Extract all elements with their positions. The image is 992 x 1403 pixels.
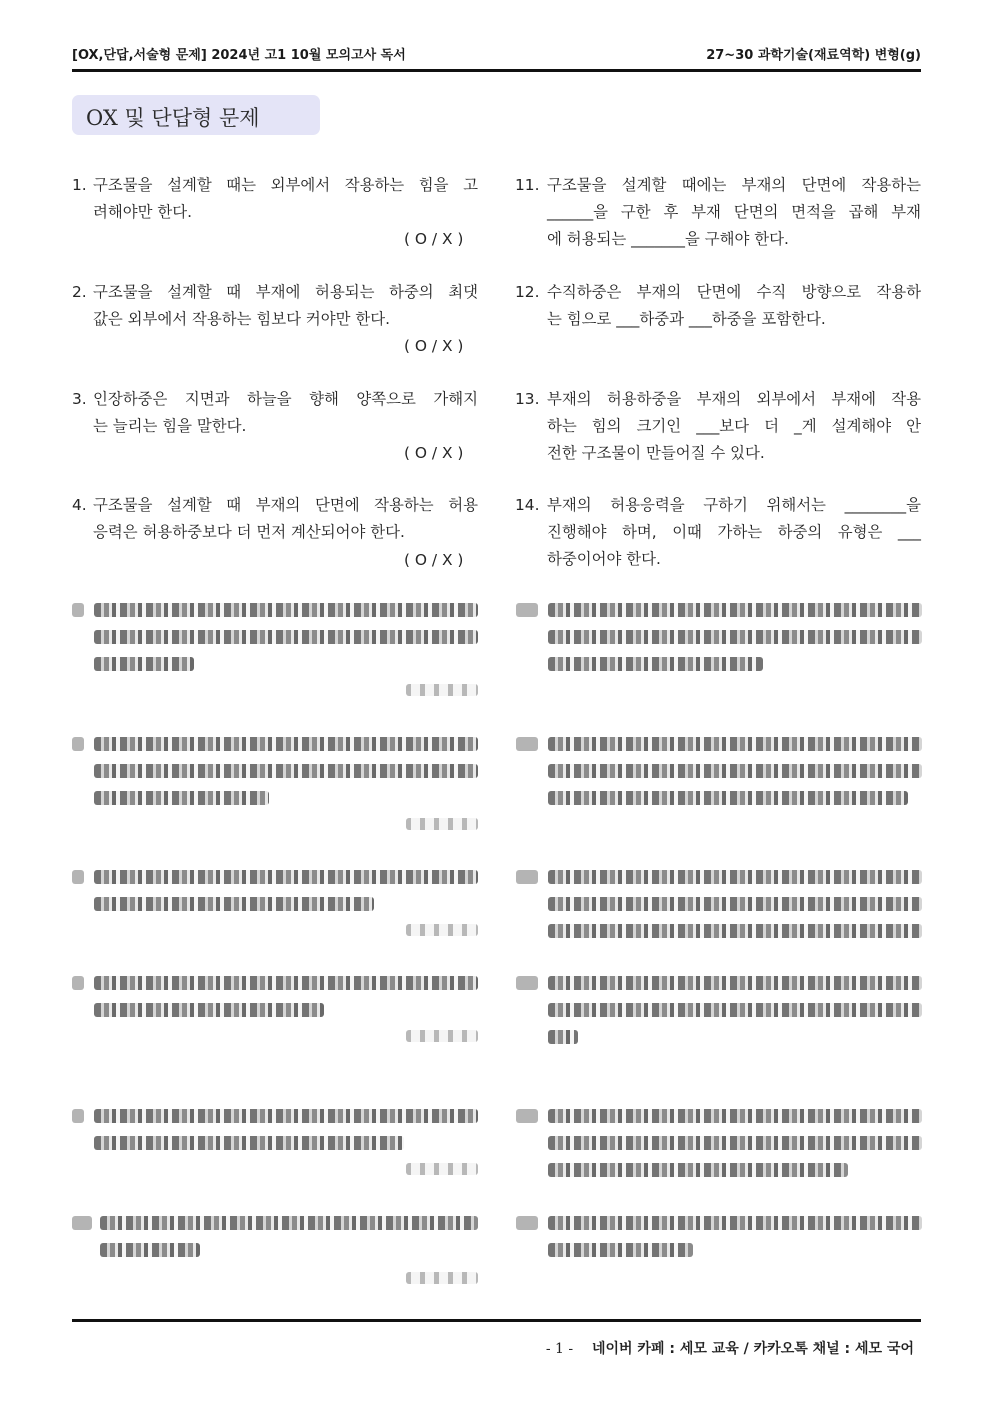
question-text: 전한 구조물이 만들어질 수 있다. — [547, 444, 765, 462]
question-text: 값은 외부에서 작용하는 힘보다 커야만 한다. — [93, 310, 390, 328]
header-title: [OX,단답,서술형 문제] 2024년 고1 10월 모의고사 독서 — [72, 48, 406, 63]
question-3 — [72, 386, 478, 440]
question-text: 진행해야 하며, 이때 가하는 하중의 유형은 ___ — [547, 523, 921, 541]
question-text: 부재의 허용응력을 구하기 위해서는 ________을 — [547, 496, 921, 514]
question-text: 는 늘리는 힘을 말한다. — [93, 417, 247, 435]
page-header — [72, 44, 921, 64]
question-text: 구조물을 설계할 때는 외부에서 작용하는 힘을 고 — [93, 176, 478, 194]
question-number: 13. — [515, 390, 540, 408]
header-subtitle: 27~30 과학기술(재료역학) 변형(g) — [706, 48, 921, 63]
question-text: 에 허용되는 _______을 구해야 한다. — [547, 230, 789, 248]
question-text: 응력은 허용하중보다 더 먼저 계산되어야 한다. — [93, 523, 405, 541]
question-text: 하는 힘의 크기인 ___보다 더 _게 설계해야 안 — [547, 417, 921, 435]
question-13 — [515, 386, 921, 467]
question-text: 구조물을 설계할 때에는 부재의 단면에 작용하는 — [547, 176, 921, 194]
question-text: 인장하중은 지면과 하늘을 향해 양쪽으로 가해지 — [93, 390, 478, 408]
section-title: OX 및 단답형 문제 — [86, 106, 260, 130]
question-text: 구조물을 설계할 때 부재에 허용되는 하중의 최댓 — [93, 283, 478, 301]
question-number: 12. — [515, 283, 540, 301]
page-footer — [546, 1338, 914, 1358]
question-1 — [72, 172, 478, 226]
question-text: 려해야만 한다. — [93, 203, 192, 221]
question-number: 4. — [72, 496, 87, 514]
question-12 — [515, 279, 921, 333]
page-number: - 1 - — [545, 1341, 574, 1357]
question-4 — [72, 492, 478, 546]
question-text: ______을 구한 후 부재 단면의 면적을 곱해 부재 — [547, 203, 921, 221]
question-number: 14. — [515, 496, 540, 514]
question-number: 3. — [72, 390, 87, 408]
ox-choice[interactable]: ( O / X ) — [404, 551, 464, 569]
ox-choice[interactable]: ( O / X ) — [404, 444, 464, 462]
question-text: 수직하중은 부재의 단면에 수직 방향으로 작용하 — [547, 283, 921, 301]
section-heading-box — [72, 95, 320, 135]
header-rule — [72, 69, 921, 72]
question-number: 2. — [72, 283, 87, 301]
question-text: 는 힘으로 ___하중과 ___하중을 포함한다. — [547, 310, 826, 328]
ox-choice[interactable]: ( O / X ) — [404, 337, 464, 355]
question-text: 부재의 허용하중을 부재의 외부에서 부재에 작용 — [547, 390, 921, 408]
question-2 — [72, 279, 478, 333]
question-11 — [515, 172, 921, 253]
ox-choice[interactable]: ( O / X ) — [404, 230, 464, 248]
question-14 — [515, 492, 921, 573]
footer-text: 네이버 카페 : 세모 교육 / 카카오톡 채널 : 세모 국어 — [591, 1341, 914, 1357]
question-number: 11. — [515, 176, 540, 194]
question-number: 1. — [72, 176, 87, 194]
question-text: 하중이어야 한다. — [547, 550, 661, 568]
question-text: 구조물을 설계할 때 부재의 단면에 작용하는 허용 — [93, 496, 478, 514]
footer-rule — [72, 1319, 921, 1322]
